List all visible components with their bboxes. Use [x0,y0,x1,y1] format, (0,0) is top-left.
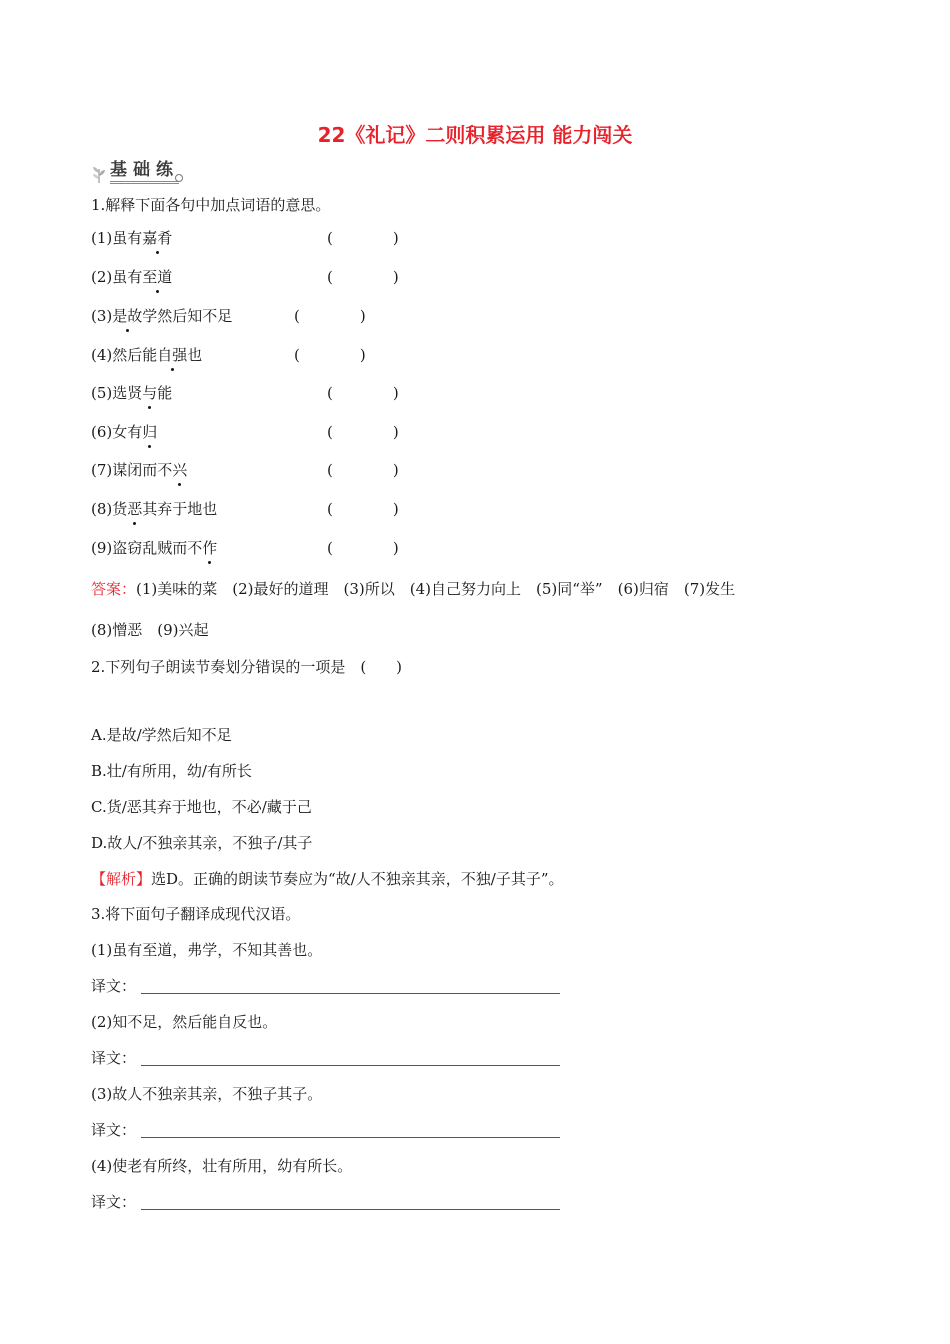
section-badge [90,158,183,184]
dotted-word: 恶 [127,500,143,518]
q1-prompt: 1.解释下面各句中加点词语的意思。 [91,196,331,214]
q2-option-a: A.是故/学然后知不足 [91,726,232,744]
q1-item-6: (6)女有归 [91,423,158,441]
q2-option-c: C.货/恶其弃于地也，不必/藏于己 [91,798,312,816]
translation-blank-3[interactable] [141,1137,560,1138]
dotted-word: 自强 [157,346,188,364]
q1-item-1: (1)虽有嘉肴 [91,229,173,247]
q2-option-b: B.壮/有所用，幼/有所长 [91,762,252,780]
answer-paren-6: ( ) [327,423,399,441]
translation-label: 译文： [91,977,137,995]
answer-paren-2: ( ) [327,268,399,286]
section-badge-dot [175,174,183,182]
answer-paren-4: ( ) [294,346,366,364]
q1-answer: 答案：(1)美味的菜 (2)最好的道理 (3)所以 (4)自己努力向上 (5)同“举” (6)归宿 (7)发生 [91,580,736,598]
q3-item-1: (1)虽有至道，弗学，不知其善也。 [91,941,323,959]
translation-blank-4[interactable] [141,1209,560,1210]
q1-answer-cont: (8)憎恶 (9)兴起 [91,621,209,639]
q1-item-2: (2)虽有至道 [91,268,173,286]
q1-item-4: (4)然后能自强也 [91,346,203,364]
dotted-word: 归 [142,423,158,441]
q2-option-d: D.故人/不独亲其亲，不独子/其子 [91,834,313,852]
translation-label: 译文： [91,1049,137,1067]
answer-label: 答案： [91,580,137,598]
q3-item-4: (4)使老有所终，壮有所用，幼有所长。 [91,1157,353,1175]
translation-label: 译文： [91,1193,137,1211]
page-title: 22《礼记》二则积累运用 能力闯关 [317,123,633,147]
q1-item-9: (9)盗窃乱贼而不作 [91,539,218,557]
dotted-word: 至道 [142,268,173,286]
q2-prompt: 2.下列句子朗读节奏划分错误的一项是 ( ) [91,658,403,676]
translation-blank-2[interactable] [141,1065,560,1066]
q1-item-7: (7)谋闭而不兴 [91,461,188,479]
translation-label: 译文： [91,1121,137,1139]
dotted-word: 与 [142,384,158,402]
dotted-word: 作 [202,539,218,557]
dotted-word: 兴 [172,461,188,479]
answer-paren-1: ( ) [327,229,399,247]
answer-paren-5: ( ) [327,384,399,402]
q3-item-3: (3)故人不独亲其亲，不独子其子。 [91,1085,323,1103]
answer-paren-7: ( ) [327,461,399,479]
dotted-word: 嘉肴 [142,229,173,247]
section-label: 基础练 [110,160,179,184]
analysis-label: 【解析】 [91,870,152,888]
answer-paren-8: ( ) [327,500,399,518]
answer-paren-3: ( ) [294,307,366,325]
q1-item-5: (5)选贤与能 [91,384,173,402]
answer-paren-9: ( ) [327,539,399,557]
leaf-icon [90,164,108,184]
q1-item-3: (3)是故学然后知不足 [91,307,233,325]
translation-blank-1[interactable] [141,993,560,994]
q3-prompt: 3.将下面句子翻译成现代汉语。 [91,905,301,923]
dotted-word: 是故 [112,307,143,325]
q3-item-2: (2)知不足，然后能自反也。 [91,1013,278,1031]
q1-item-8: (8)货恶其弃于地也 [91,500,218,518]
q2-analysis: 【解析】选D。正确的朗读节奏应为“故/人不独亲其亲，不独/子其子”。 [91,870,564,888]
